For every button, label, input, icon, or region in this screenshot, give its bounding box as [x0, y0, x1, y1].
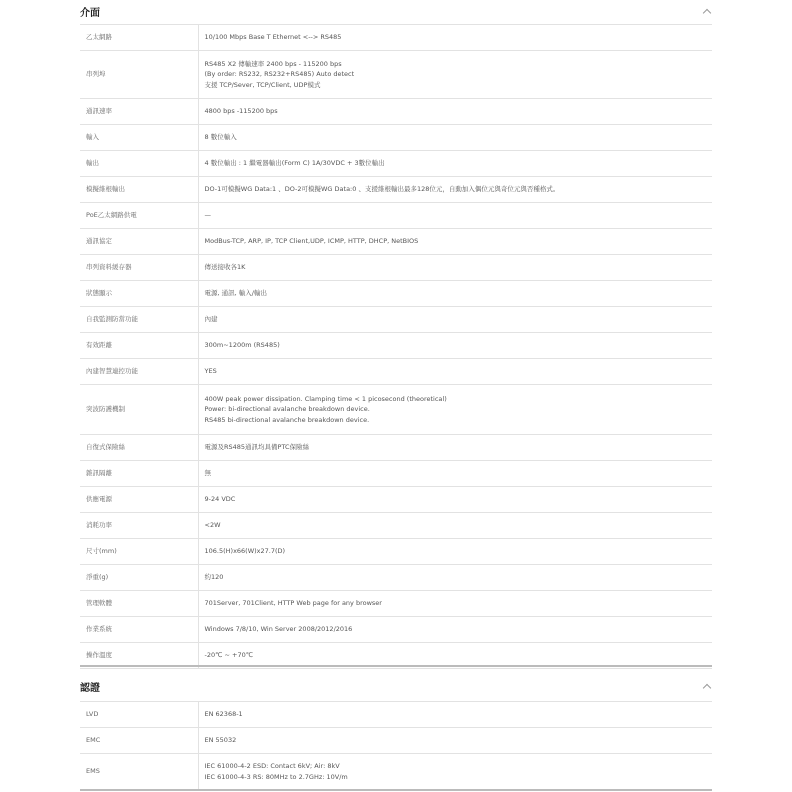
spec-row [80, 151, 712, 177]
chevron-up-icon[interactable] [703, 7, 712, 16]
spec-row [80, 177, 712, 203]
spec-label: 有效距離 [80, 333, 198, 359]
spec-value: <2W [198, 513, 712, 539]
spec-label: 狀態顯示 [80, 281, 198, 307]
spec-value: Windows 7/8/10, Win Server 2008/2012/2016 [198, 617, 712, 643]
spec-value: EN 55032 [198, 728, 712, 754]
spec-row [80, 385, 712, 435]
spec-label: 消耗功率 [80, 513, 198, 539]
spec-value: 無 [198, 461, 712, 487]
spec-value: EN 62368-1 [198, 702, 712, 728]
certification-spec-table [80, 701, 712, 790]
spec-value: 10/100 Mbps Base T Ethernet <--> RS485 [198, 25, 712, 51]
spec-value: 傳送接收各1K [198, 255, 712, 281]
spec-row [80, 702, 712, 728]
spec-label: 輸入 [80, 125, 198, 151]
spec-label: PoE乙太網路供電 [80, 203, 198, 229]
spec-value: 300m~1200m (RS485) [198, 333, 712, 359]
spec-label: 雜訊隔離 [80, 461, 198, 487]
spec-label: 內建智慧連控功能 [80, 359, 198, 385]
spec-label: 淨重(g) [80, 565, 198, 591]
spec-row [80, 565, 712, 591]
spec-row [80, 513, 712, 539]
spec-value: 400W peak power dissipation. Clamping time < 1 picosecond (theoretical) Power: bi-directional avalanche breakdown device. RS485 bi-directional avalanche breakdown device. [198, 385, 712, 435]
section-header-certification[interactable] [80, 678, 712, 694]
spec-row [80, 25, 712, 51]
spec-row [80, 617, 712, 643]
spec-label: 乙太網路 [80, 25, 198, 51]
spec-value: 內建 [198, 307, 712, 333]
spec-label: EMC [80, 728, 198, 754]
spec-value: 4 數位輸出 : 1 繼電器輸出(Form C) 1A/30VDC + 3數位輸出 [198, 151, 712, 177]
spec-value: RS485 X2 傳輸速率 2400 bps - 115200 bps (By order: RS232, RS232+RS485) Auto detect 支援 TCP/Sever, TCP/Client, UDP模式 [198, 51, 712, 99]
interface-spec-table [80, 24, 712, 669]
spec-value: 電源, 通訊, 輸入/輸出 [198, 281, 712, 307]
spec-row [80, 728, 712, 754]
spec-row [80, 203, 712, 229]
bottom-divider [80, 789, 712, 791]
spec-value: 9-24 VDC [198, 487, 712, 513]
spec-row [80, 539, 712, 565]
spec-row [80, 333, 712, 359]
spec-label: 自我監測防當功能 [80, 307, 198, 333]
spec-row [80, 229, 712, 255]
spec-value: DO-1可模擬WG Data:1 、DO-2可模擬WG Data:0 、支援維根輸出最多128位元，自動加入偶位元與奇位元與否種格式。 [198, 177, 712, 203]
spec-row [80, 754, 712, 790]
spec-label: 自復式保險絲 [80, 435, 198, 461]
spec-row [80, 435, 712, 461]
spec-row [80, 307, 712, 333]
spec-label: 作業系統 [80, 617, 198, 643]
spec-label: 串列埠 [80, 51, 198, 99]
spec-label: 突波防護機制 [80, 385, 198, 435]
spec-label: 操作溫度 [80, 643, 198, 669]
section-header-interface[interactable] [80, 3, 712, 19]
spec-row [80, 591, 712, 617]
chevron-up-icon[interactable] [703, 682, 712, 691]
spec-value: 電源及RS485通訊均具備PTC保險絲 [198, 435, 712, 461]
spec-row [80, 99, 712, 125]
spec-row [80, 461, 712, 487]
spec-label: 串列資料緩存器 [80, 255, 198, 281]
spec-value: — [198, 203, 712, 229]
spec-label: 尺寸(mm) [80, 539, 198, 565]
spec-row [80, 487, 712, 513]
spec-value: -20℃ ~ +70℃ [198, 643, 712, 669]
spec-value: 約120 [198, 565, 712, 591]
spec-label: 輸出 [80, 151, 198, 177]
spec-value: 701Server, 701Client, HTTP Web page for any browser [198, 591, 712, 617]
spec-row [80, 359, 712, 385]
spec-row [80, 125, 712, 151]
spec-value: 8 數位輸入 [198, 125, 712, 151]
section-title-interface: 介面 [80, 7, 100, 19]
spec-label: 通訊速率 [80, 99, 198, 125]
spec-value: ModBus-TCP, ARP, IP, TCP Client,UDP, ICMP, HTTP, DHCP, NetBIOS [198, 229, 712, 255]
section-title-certification: 認證 [80, 682, 100, 694]
spec-label: 供應電源 [80, 487, 198, 513]
spec-value: IEC 61000-4-2 ESD: Contact 6kV; Air: 8kV IEC 61000-4-3 RS: 80MHz to 2.7GHz: 10V/m [198, 754, 712, 790]
spec-value: YES [198, 359, 712, 385]
spec-label: 管理軟體 [80, 591, 198, 617]
spec-label: LVD [80, 702, 198, 728]
spec-row [80, 51, 712, 99]
spec-row [80, 255, 712, 281]
spec-label: 模擬維根輸出 [80, 177, 198, 203]
spec-row [80, 281, 712, 307]
spec-value: 106.5(H)x66(W)x27.7(D) [198, 539, 712, 565]
section-divider [80, 665, 712, 667]
spec-label: 通訊協定 [80, 229, 198, 255]
spec-value: 4800 bps -115200 bps [198, 99, 712, 125]
spec-label: EMS [80, 754, 198, 790]
